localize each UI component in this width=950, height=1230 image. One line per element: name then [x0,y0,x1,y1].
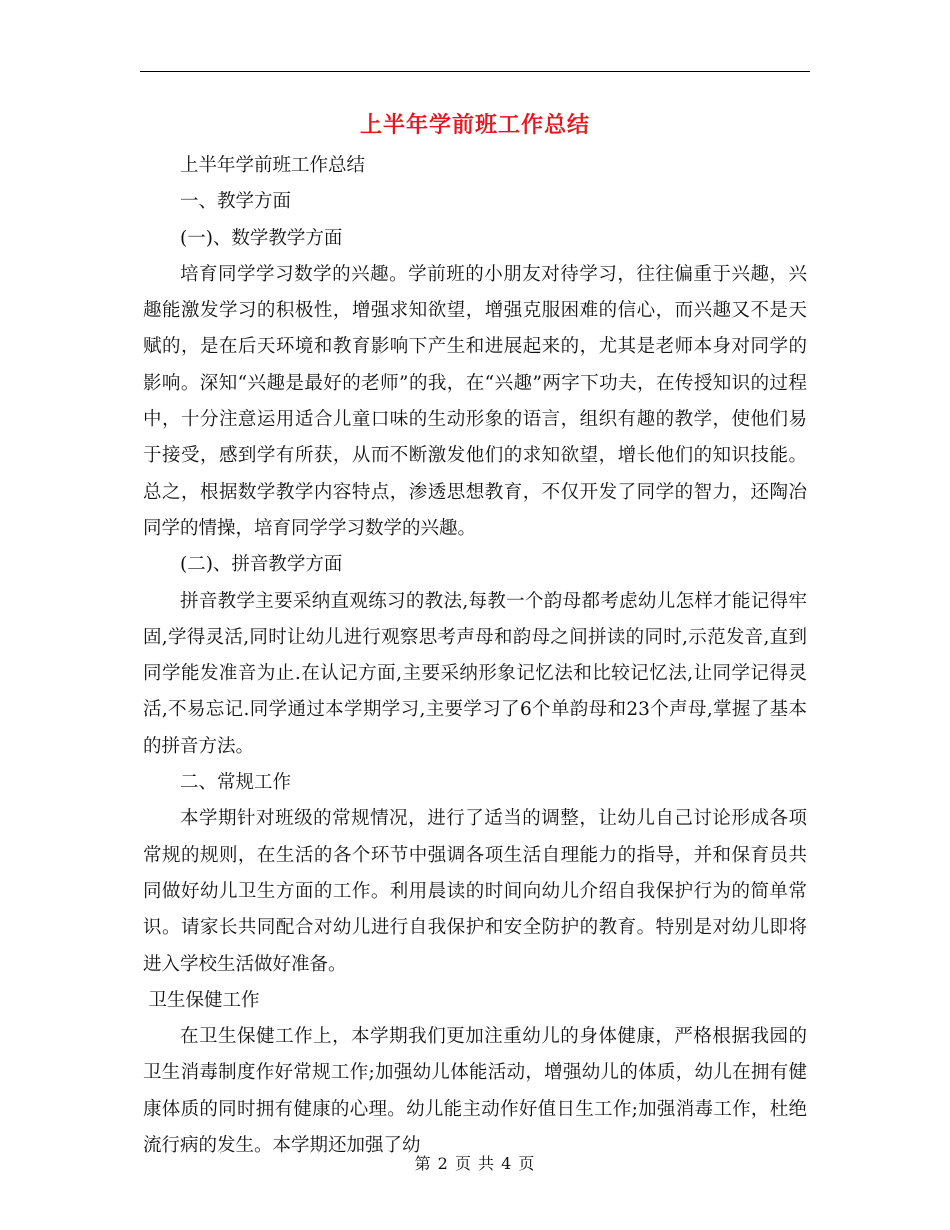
section-heading-teaching: 一、教学方面 [180,191,292,213]
paragraph-math: 培育同学学习数学的兴趣。学前班的小朋友对待学习，往往偏重于兴趣，兴趣能激发学习的积极性，增强求知欲望，增强克服困难的信心，而兴趣又不是天赋的，是在后天环境和教育影响下产生和进展起来的，尤其是老师本身对同学的影响。深知“兴趣是最好的老师”的我，在“兴趣”两字下功夫，在传授知识的过程中，十分注意运用适合儿童口味的生动形象的语言，组织有趣的教学，使他们易于接受，感到学有所获，从而不断激发他们的求知欲望，增长他们的知识技能。总之，根据数学教学内容特点，渗透思想教育，不仅开发了同学的智力，还陶冶同学的情操，培育同学学习数学的兴趣。 [143,263,807,539]
section-heading-health: 卫生保健工作 [148,989,260,1011]
paragraph-pinyin: 拼音教学主要采纳直观练习的教法,每教一个韵母都考虑幼儿怎样才能记得牢固,学得灵活,同时让幼儿进行观察思考声母和韵母之间拼读的同时,示范发音,直到同学能发准音为止.在认记方面,主要采纳形象记忆法和比较记忆法,让同学记得灵活,不易忘记.同学通过本学期学习,主要学习了6个单韵母和23个声母,掌握了基本的拼音方法。 [143,590,807,757]
section-heading-routine: 二、常规工作 [180,772,292,794]
paragraph-routine: 本学期针对班级的常规情况，进行了适当的调整，让幼儿自己讨论形成各项常规的规则，在生活的各个环节中强调各项生活自理能力的指导，并和保育员共同做好幼儿卫生方面的工作。利用晨读的时间向幼儿介绍自我保护行为的简单常识。请家长共同配合对幼儿进行自我保护和安全防护的教育。特别是对幼儿即将进入学校生活做好准备。 [143,808,807,975]
header-rule [140,71,810,72]
subsection-heading-math: (一)、数学教学方面 [180,227,343,249]
document-body [143,148,807,1164]
subsection-heading-pinyin: (二)、拼音教学方面 [180,554,343,576]
paragraph-health: 在卫生保健工作上，本学期我们更加注重幼儿的身体健康，严格根据我园的卫生消毒制度作好常规工作;加强幼儿体能活动，增强幼儿的体质，幼儿在拥有健康体质的同时拥有健康的心理。幼儿能主动作好值日生工作;加强消毒工作，杜绝流行病的发生。本学期还加强了幼 [143,1026,807,1157]
document-title: 上半年学前班工作总结 [359,112,590,138]
page-number-footer: 第 2 页 共 4 页 [414,1154,536,1173]
subtitle-line: 上半年学前班工作总结 [180,155,366,176]
